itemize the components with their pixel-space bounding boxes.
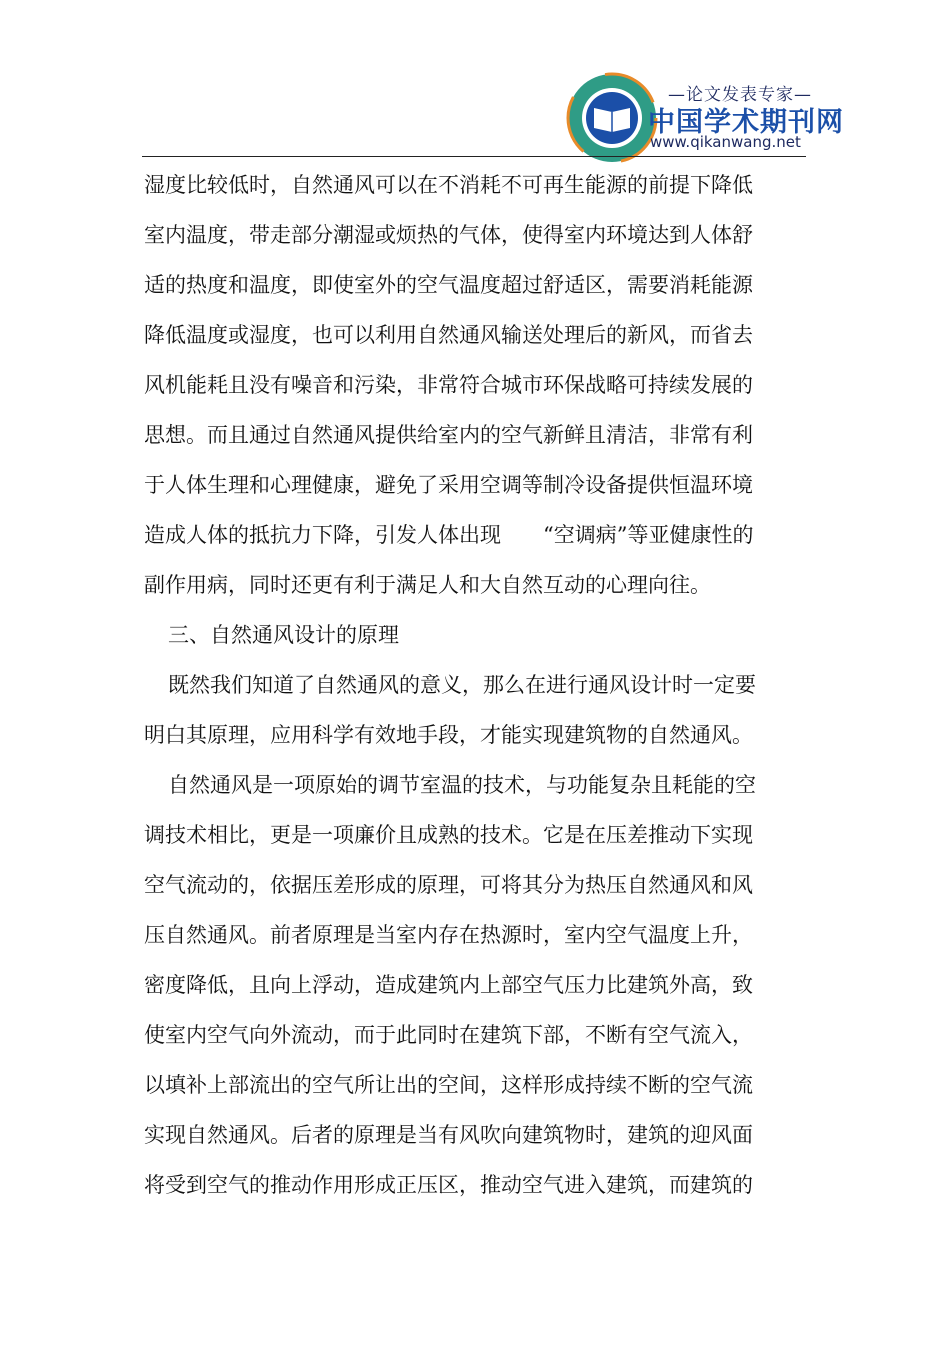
text-line: 调技术相比，更是一项廉价且成熟的技术。它是在压差推动下实现: [144, 823, 753, 847]
section-heading: 三、自然通风设计的原理: [168, 623, 399, 647]
text-line: 降低温度或湿度，也可以利用自然通风输送处理后的新风，而省去: [144, 323, 753, 347]
text-line: 副作用病，同时还更有利于满足人和大自然互动的心理向往。: [144, 573, 711, 597]
text-line: 密度降低，且向上浮动，造成建筑内上部空气压力比建筑外高，致: [144, 973, 753, 997]
text-line: 自然通风是一项原始的调节室温的技术，与功能复杂且耗能的空: [168, 773, 756, 797]
text-line: 以填补上部流出的空气所让出的空间，这样形成持续不断的空气流: [144, 1073, 753, 1097]
document-body: [144, 160, 784, 1210]
qikanwang-logo: [566, 72, 658, 164]
text-line: 明白其原理，应用科学有效地手段，才能实现建筑物的自然通风。: [144, 723, 753, 747]
text-line: 于人体生理和心理健康，避免了采用空调等制冷设备提供恒温环境: [144, 473, 753, 497]
text-line: 压自然通风。前者原理是当室内存在热源时，室内空气温度上升，: [144, 923, 753, 947]
logo-tagline: —论文发表专家—: [668, 85, 812, 105]
header-divider: [142, 156, 806, 157]
text-line: 将受到空气的推动作用形成正压区，推动空气进入建筑，而建筑的: [144, 1173, 753, 1197]
text-line: 使室内空气向外流动，而于此同时在建筑下部，不断有空气流入，: [144, 1023, 753, 1047]
site-name: 中国学术期刊网: [648, 107, 844, 138]
text-line: 风机能耗且没有噪音和污染，非常符合城市环保战略可持续发展的: [144, 373, 753, 397]
text-line: 思想。而且通过自然通风提供给室内的空气新鲜且清洁，非常有利: [144, 423, 753, 447]
text-line: 实现自然通风。后者的原理是当有风吹向建筑物时，建筑的迎风面: [144, 1123, 753, 1147]
text-line: 空气流动的，依据压差形成的原理，可将其分为热压自然通风和风: [144, 873, 753, 897]
text-line: 室内温度，带走部分潮湿或烦热的气体，使得室内环境达到人体舒: [144, 223, 753, 247]
text-line: 湿度比较低时，自然通风可以在不消耗不可再生能源的前提下降低: [144, 173, 753, 197]
text-line: 造成人体的抵抗力下降，引发人体出现 “空调病”等亚健康性的: [144, 523, 754, 547]
text-line: 适的热度和温度，即使室外的空气温度超过舒适区，需要消耗能源: [144, 273, 753, 297]
text-line: 既然我们知道了自然通风的意义，那么在进行通风设计时一定要: [168, 673, 756, 697]
site-url: www.qikanwang.net: [650, 133, 801, 151]
